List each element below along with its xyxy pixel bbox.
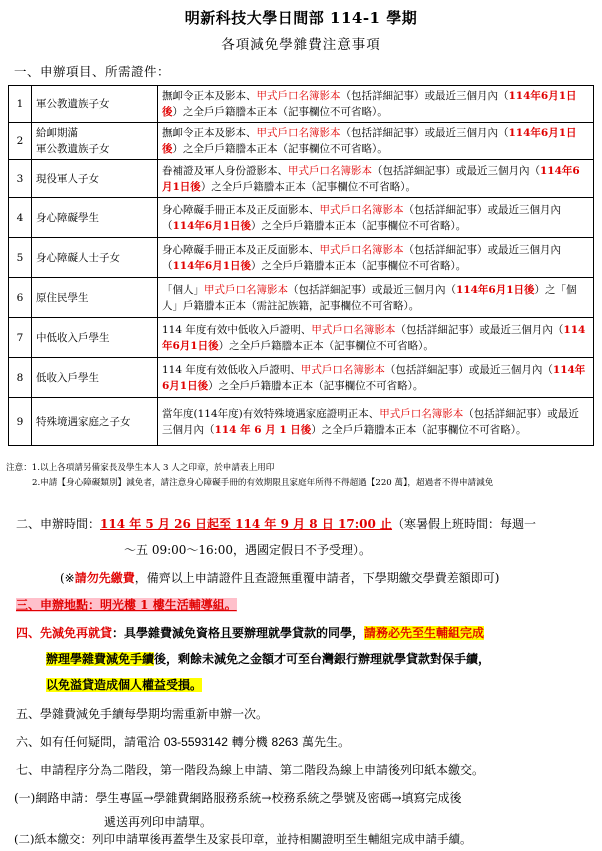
table-row (9, 160, 594, 198)
row-item: 低收入戶學生 (32, 358, 158, 398)
note-2: 2.申請【身心障礙類別】減免者，請注意身心障礙手冊的有效期限且家庭年所得不得超過【220 萬】，超過者不得申請減免 (32, 478, 494, 488)
section5-line: 五、學雜費減免手續每學期均需重新申辦一次。 (16, 707, 269, 721)
section7a-line1: (一)網路申請：學生專區→學雜費網路服務系統→校務系統之學號及密碼→填寫完成後 (14, 791, 462, 805)
household-register-copy: 甲式戶口名簿影本 (319, 243, 404, 256)
date-requirement: 114年6月1日後 (456, 283, 535, 296)
section3-text: 三、申辦地點：明光樓 1 樓生活輔導組。 (16, 598, 237, 612)
section2-line1 (16, 512, 536, 536)
household-register-copy: 甲式戶口名簿影本 (300, 363, 385, 376)
table-row (9, 86, 594, 123)
table-row (9, 398, 594, 446)
requirements-table (8, 85, 594, 446)
remark-bold: 請勿先繳費 (74, 571, 135, 585)
section3-line (16, 593, 237, 617)
section2-label: 二、申辦時間： (16, 517, 101, 531)
section4-line1: 四、先減免再就貸：具學雜費減免資格且要辦理就學貸款的同學，請務必先至生輔組完成 (16, 626, 485, 640)
row-item: 軍公教遺族子女 (32, 86, 158, 123)
household-register-copy: 甲式戶口名簿影本 (256, 90, 341, 102)
household-register-copy: 甲式戶口名簿影本 (319, 203, 404, 216)
household-register-copy: 甲式戶口名簿影本 (288, 164, 372, 177)
section2-line2: ～五 09:00～16:00，遇國定假日不予受理）。 (124, 543, 371, 557)
row-number: 1 (9, 86, 32, 123)
table-row (9, 278, 594, 318)
row-item: 中低收入戶學生 (32, 318, 158, 358)
date-requirement: 114年6月1日後 (162, 90, 577, 118)
row-item: 特殊境遇家庭之子女 (32, 398, 158, 446)
contact-ext: 8263 (271, 735, 299, 749)
section7-line: 七、申請程序分為二階段，第一階段為線上申請、第二階段為線上申請後列印紙本繳交。 (16, 763, 485, 777)
household-register-copy: 甲式戶口名簿影本 (204, 283, 288, 296)
section4-text1: 具學雜費減免資格且要辦理就學貸款的同學， (124, 626, 365, 640)
row-item: 現役軍人子女 (32, 160, 158, 198)
section4-highlight2: 辦理學雜費減免手續 (46, 652, 155, 666)
section4-highlight3: 以免溢貸造成個人權益受損。 (46, 678, 203, 692)
date-requirement: 114年6月1日後 (172, 259, 252, 272)
date-requirement: 114年6月1日後 (162, 164, 580, 193)
row-number: 6 (9, 278, 32, 318)
section2-date: 114 年 5 月 26 日起至 114 年 9 月 8 日 17:00 止 (100, 517, 393, 531)
page-title: 明新科技大學日間部 114-1 學期 (184, 9, 418, 27)
section4-line3 (46, 673, 202, 697)
row-number: 9 (9, 398, 32, 446)
row-item: 原住民學生 (32, 278, 158, 318)
section4-label: 四、先減免再就貸 (16, 626, 113, 640)
row-item: 身心障礙人士子女 (32, 238, 158, 278)
contact-phone: 03-5593142 (163, 735, 228, 749)
table-row (9, 318, 594, 358)
notes (6, 461, 594, 491)
table-row (9, 198, 594, 238)
row-documents: 身心障礙手冊正本及正反面影本、甲式戶口名簿影本（包括詳細記事）或最近三個月內（114年6月1日後）之全戶戶籍謄本正本（記事欄位不可省略）。 (158, 238, 594, 278)
row-documents: 當年度(114年度)有效特殊境遇家庭證明正本、甲式戶口名簿影本（包括詳細記事）或最近三個月內（114 年 6 月 1 日後）之全戶戶籍謄本正本（記事欄位不可省略）。 (158, 398, 594, 446)
section1-heading: 一、申辦項目、所需證件： (14, 64, 171, 79)
date-requirement: 114年6月1日後 (162, 363, 586, 392)
row-documents: 114 年度有效中低收入戶證明、甲式戶口名簿影本（包括詳細記事）或最近三個月內（114年6月1日後）之全戶戶籍謄本正本（記事欄位不可省略）。 (158, 318, 594, 358)
section4-highlight1: 請務必先至生輔組完成 (364, 626, 485, 640)
row-documents: 撫卹令正本及影本、甲式戶口名簿影本（包括詳細記事）或最近三個月內（114年6月1日後）之全戶戶籍謄本正本（記事欄位不可省略）。 (158, 123, 594, 160)
household-register-copy: 甲式戶口名簿影本 (379, 407, 464, 420)
row-number: 4 (9, 198, 32, 238)
table-row (9, 238, 594, 278)
section7a-line2: 遞送再列印申請單。 (104, 815, 213, 829)
row-documents: 身心障礙手冊正本及正反面影本、甲式戶口名簿影本（包括詳細記事）或最近三個月內（114年6月1日後）之全戶戶籍謄本正本（記事欄位不可省略）。 (158, 198, 594, 238)
section7b-line: (二)紙本繳交：列印申請單後再蓋學生及家長印章，並持相關證明至生輔組完成申請手續。 (14, 832, 472, 846)
section4-line2 (46, 647, 490, 671)
section6-line: 六、如有任何疑問，請電洽 03-5593142 轉分機 8263 萬先生。 (16, 735, 351, 749)
date-requirement: 114年6月1日後 (172, 219, 252, 232)
row-item: 身心障礙學生 (32, 198, 158, 238)
table-row (9, 358, 594, 398)
section4-text2: 後，剩餘未減免之金額才可至台灣銀行辦理就學貸款對保手續， (154, 652, 491, 666)
date-requirement: 114年6月1日後 (162, 127, 577, 155)
row-documents: 眷補證及軍人身份證影本、甲式戶口名簿影本（包括詳細記事）或最近三個月內（114年6月1日後）之全戶戶籍謄本正本（記事欄位不可省略）。 (158, 160, 594, 198)
household-register-copy: 甲式戶口名簿影本 (256, 127, 341, 139)
page-subtitle: 各項減免學雜費注意事項 (221, 37, 381, 53)
row-documents: 撫卹令正本及影本、甲式戶口名簿影本（包括詳細記事）或最近三個月內（114年6月1日後）之全戶戶籍謄本正本（記事欄位不可省略）。 (158, 86, 594, 123)
date-requirement: 114年6月1日後 (162, 323, 586, 352)
row-documents: 「個人」甲式戶口名簿影本（包括詳細記事）或最近三個月內（114年6月1日後）之「個人」戶籍謄本正本（需註記族籍，記事欄位不可省略）。 (158, 278, 594, 318)
section2-rest: （寒暑假上班時間：每週一 (392, 517, 537, 531)
row-number: 5 (9, 238, 32, 278)
row-number: 2 (9, 123, 32, 160)
table-row (9, 123, 594, 160)
date-requirement: 114 年 6 月 1 日後 (214, 423, 312, 436)
row-item: 給卹期滿 軍公教遺族子女 (32, 123, 158, 160)
row-documents: 114 年度有效低收入戶證明、甲式戶口名簿影本（包括詳細記事）或最近三個月內（114年6月1日後）之全戶戶籍謄本正本（記事欄位不可省略）。 (158, 358, 594, 398)
household-register-copy: 甲式戶口名簿影本 (311, 323, 396, 336)
row-number: 7 (9, 318, 32, 358)
row-number: 8 (9, 358, 32, 398)
remark: (※請勿先繳費，備齊以上申請證件且查證無重覆申請者，下學期繳交學費差額即可) (60, 571, 500, 585)
row-number: 3 (9, 160, 32, 198)
note-1: 注意：1.以上各項請另備家長及學生本人 3 人之印章，於申請表上用印 (6, 463, 275, 473)
